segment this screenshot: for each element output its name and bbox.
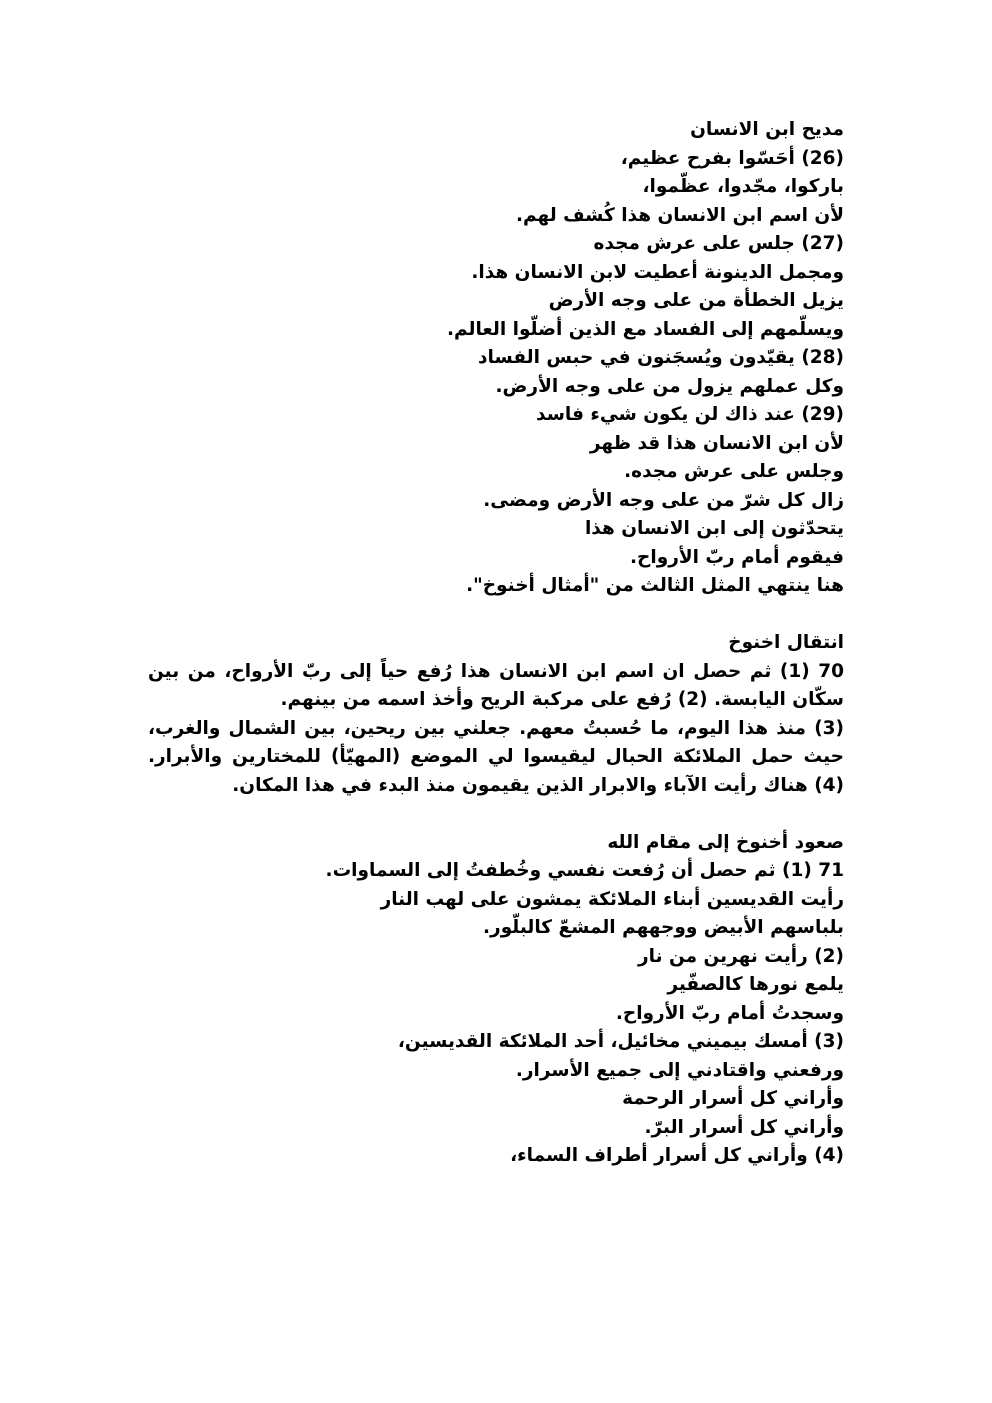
prose-paragraph: (3) منذ هذا اليوم، ما حُسبتُ معهم. جعلني بين ريحين، بين الشمال والغرب، حيث حمل الملائكة الحبال ليقيسوا لي الموضع (المهيّأ) للمختارين والأبرار. (4) هناك رأيت الآباء والابرار الذين يقيمون منذ البدء في هذا المكان.: [148, 717, 844, 796]
verse-line: (2) رأيت نهرين من نار: [638, 945, 844, 967]
section-heading: انتقال اخنوخ: [728, 632, 844, 653]
verse-line: لأن اسم ابن الانسان هذا كُشف لهم.: [516, 204, 844, 226]
verse-line: (26) أحَسّوا بفرح عظيم،: [620, 147, 844, 169]
verse-line: يزيل الخطأة من على وجه الأرض: [548, 290, 844, 311]
verse-line: بلباسهم الأبيض ووجههم المشعّ كالبلّور.: [483, 917, 844, 938]
verse-line: لأن ابن الانسان هذا قد ظهر: [589, 432, 844, 454]
verse-line: فيقوم أمام ربّ الأرواح.: [630, 546, 844, 568]
verse-line: يلمع نورها كالصفّير: [667, 974, 844, 995]
verse-line: رأيت القديسين أبناء الملائكة يمشون على لهب النار: [380, 888, 844, 910]
verse-line: وأراني كل أسرار الرحمة: [622, 1088, 844, 1109]
closing-note: هنا ينتهي المثل الثالث من "أمثال أخنوخ".: [466, 575, 844, 596]
verse-line: وكل عملهم يزول من على وجه الأرض.: [495, 375, 844, 397]
verse-line: (29) عند ذاك لن يكون شيء فاسد: [536, 404, 844, 425]
verse-line: وأراني كل أسرار البرّ.: [644, 1116, 844, 1138]
verse-line: 71 (1) ثم حصل أن رُفعت نفسي وخُطفتُ إلى السماوات.: [325, 860, 844, 881]
verse-line: وجلس على عرش مجده.: [624, 461, 844, 482]
verse-line: ورفعني واقتادني إلى جميع الأسرار.: [515, 1059, 844, 1081]
verse-line: وسجدتُ أمام ربّ الأرواح.: [615, 1002, 844, 1024]
section-praise-son-of-man: [148, 116, 844, 601]
verse-line: يتحدّثون إلى ابن الانسان هذا: [584, 518, 844, 539]
verse-line: باركوا، مجّدوا، عظّموا،: [642, 176, 844, 197]
section-heading: صعود أخنوخ إلى مقام الله: [607, 831, 844, 853]
section-enoch-ascent: [148, 829, 844, 1171]
verse-line: (28) يقيّدون ويُسجَنون في حبس الفساد: [478, 347, 844, 368]
verse-line: ويسلّمهم إلى الفساد مع الذين أضلّوا العالم.: [447, 318, 844, 340]
verse-line: (27) جلس على عرش مجده: [593, 233, 844, 254]
section-enoch-translation: [148, 629, 844, 800]
verse-line: زال كل شرّ من على وجه الأرض ومضى.: [483, 489, 844, 511]
verse-line: (4) وأراني كل أسرار أطراف السماء،: [510, 1145, 844, 1166]
prose-paragraph: 70 (1) ثم حصل ان اسم ابن الانسان هذا رُفع حياً إلى ربّ الأرواح، من بين سكّان اليابسة. (2) رُفع على مركبة الريح وأخذ اسمه من بينهم.: [148, 660, 844, 710]
verse-line: ومجمل الدينونة أعطيت لابن الانسان هذا.: [471, 261, 844, 283]
verse-line: (3) أمسك بيميني مخائيل، أحد الملائكة القديسين،: [397, 1031, 844, 1052]
document-page: [148, 116, 844, 1171]
section-heading: مديح ابن الانسان: [690, 119, 844, 140]
